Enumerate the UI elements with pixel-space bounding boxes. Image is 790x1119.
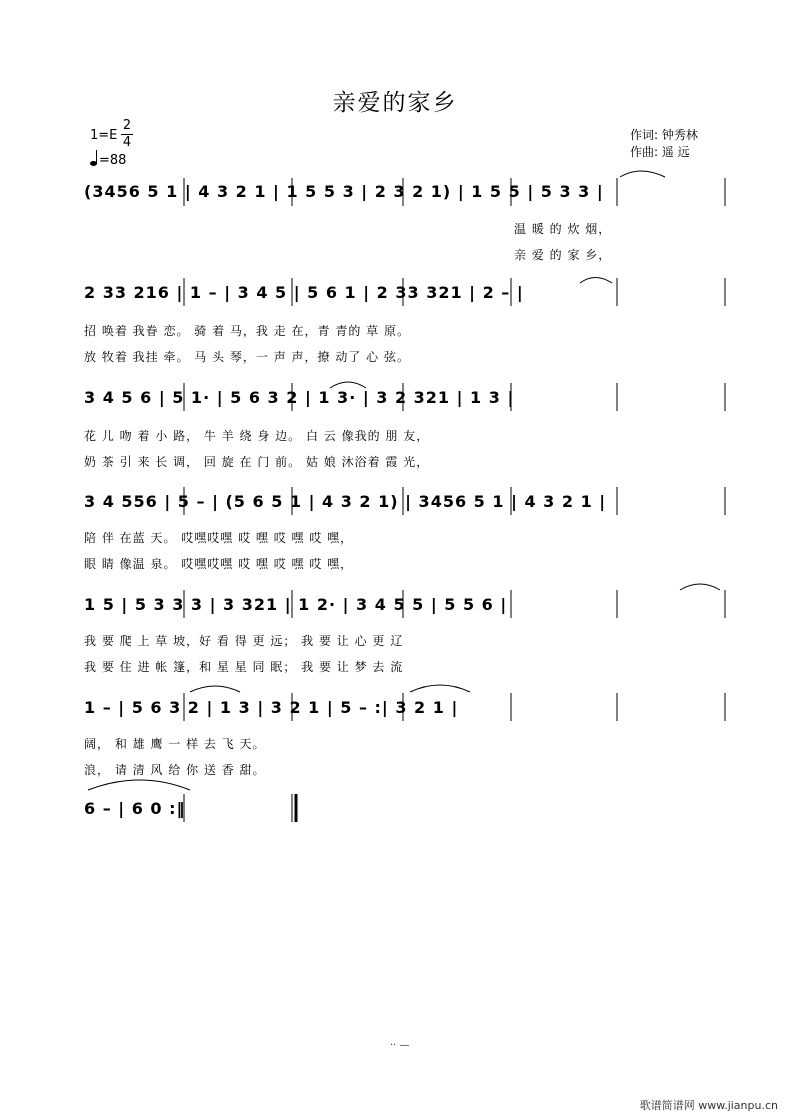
- page-title: 亲爱的家乡: [332, 90, 458, 116]
- score-line-5: 1 5 | 5 3 3 3 | 3 321 | 1 2· | 3 4 5 5 | 5 5 6 |: [84, 595, 508, 614]
- lyrics-line-1-verse-1: 温 暖 的 炊 烟，: [514, 222, 612, 236]
- time-signature-top: 2: [122, 118, 132, 133]
- lyrics-line-6-verse-2: 浪， 请 清 风 给 你 送 香 甜。: [84, 763, 266, 777]
- lyrics-line-2-verse-1: 招 唤着 我眷 恋。 骑 着 马，我 走 在，青 青的 草 原。: [84, 324, 410, 338]
- time-signature-bottom: 4: [122, 135, 132, 150]
- lyrics-line-4-verse-1: 陪 伴 在蓝 天。 哎嘿哎嘿 哎 嘿 哎 嘿 哎 嘿，: [84, 531, 354, 545]
- page-marker: ·· —: [390, 1040, 410, 1051]
- score-line-2: 2 33 216 | 1 – | 3 4 5 | 5 6 1 | 2 33 321 | 2 – |: [84, 283, 524, 302]
- composer-credit: 作曲: 遥 远: [630, 145, 690, 159]
- lyrics-line-3-verse-1: 花 儿 吻 着 小 路， 牛 羊 绕 身 边。 白 云 像我的 朋 友，: [84, 429, 430, 443]
- score-line-3: 3 4 5 6 | 5 1· | 5 6 3 2 | 1 3· | 3 2 321 | 1 3 |: [84, 388, 515, 407]
- score-line-6: 1 – | 5 6 3 2 | 1 3 | 3 2 1 | 5 – :| 3 2 1 |: [84, 698, 459, 717]
- lyrics-line-1-verse-2: 亲 爱 的 家 乡，: [514, 248, 612, 262]
- lyrics-line-5-verse-2: 我 要 住 进 帐 篷，和 星 星 同 眠； 我 要 让 梦 去 流: [84, 660, 404, 674]
- score-line-1: (3456 5 1 | 4 3 2 1 | 1 5 5 3 | 2 3 2 1) | 1 5 5 | 5 3 3 |: [84, 182, 604, 201]
- watermark: 歌谱简谱网 www.jianpu.cn: [639, 1099, 778, 1112]
- lyrics-line-3-verse-2: 奶 茶 引 来 长 调， 回 旋 在 门 前。 姑 娘 沐浴着 霞 光，: [84, 455, 430, 469]
- lyrics-line-4-verse-2: 眼 睛 像温 泉。 哎嘿哎嘿 哎 嘿 哎 嘿 哎 嘿，: [84, 557, 354, 571]
- lyricist-credit: 作词: 钟秀林: [630, 128, 698, 142]
- score-line-7: 6 – | 6 0 :‖: [84, 799, 186, 818]
- lyrics-line-2-verse-2: 放 牧着 我挂 牵。 马 头 琴，一 声 声，撩 动了 心 弦。: [84, 350, 410, 364]
- lyrics-line-5-verse-1: 我 要 爬 上 草 坡，好 看 得 更 远； 我 要 让 心 更 辽: [84, 634, 404, 648]
- score-line-4: 3 4 556 | 5 – | (5 6 5 1 | 4 3 2 1) | 3456 5 1 | 4 3 2 1 |: [84, 492, 607, 511]
- tempo-value: =88: [99, 153, 127, 168]
- key-signature: 1=E: [90, 128, 118, 143]
- lyrics-line-6-verse-1: 阔， 和 雄 鹰 一 样 去 飞 天。: [84, 737, 266, 751]
